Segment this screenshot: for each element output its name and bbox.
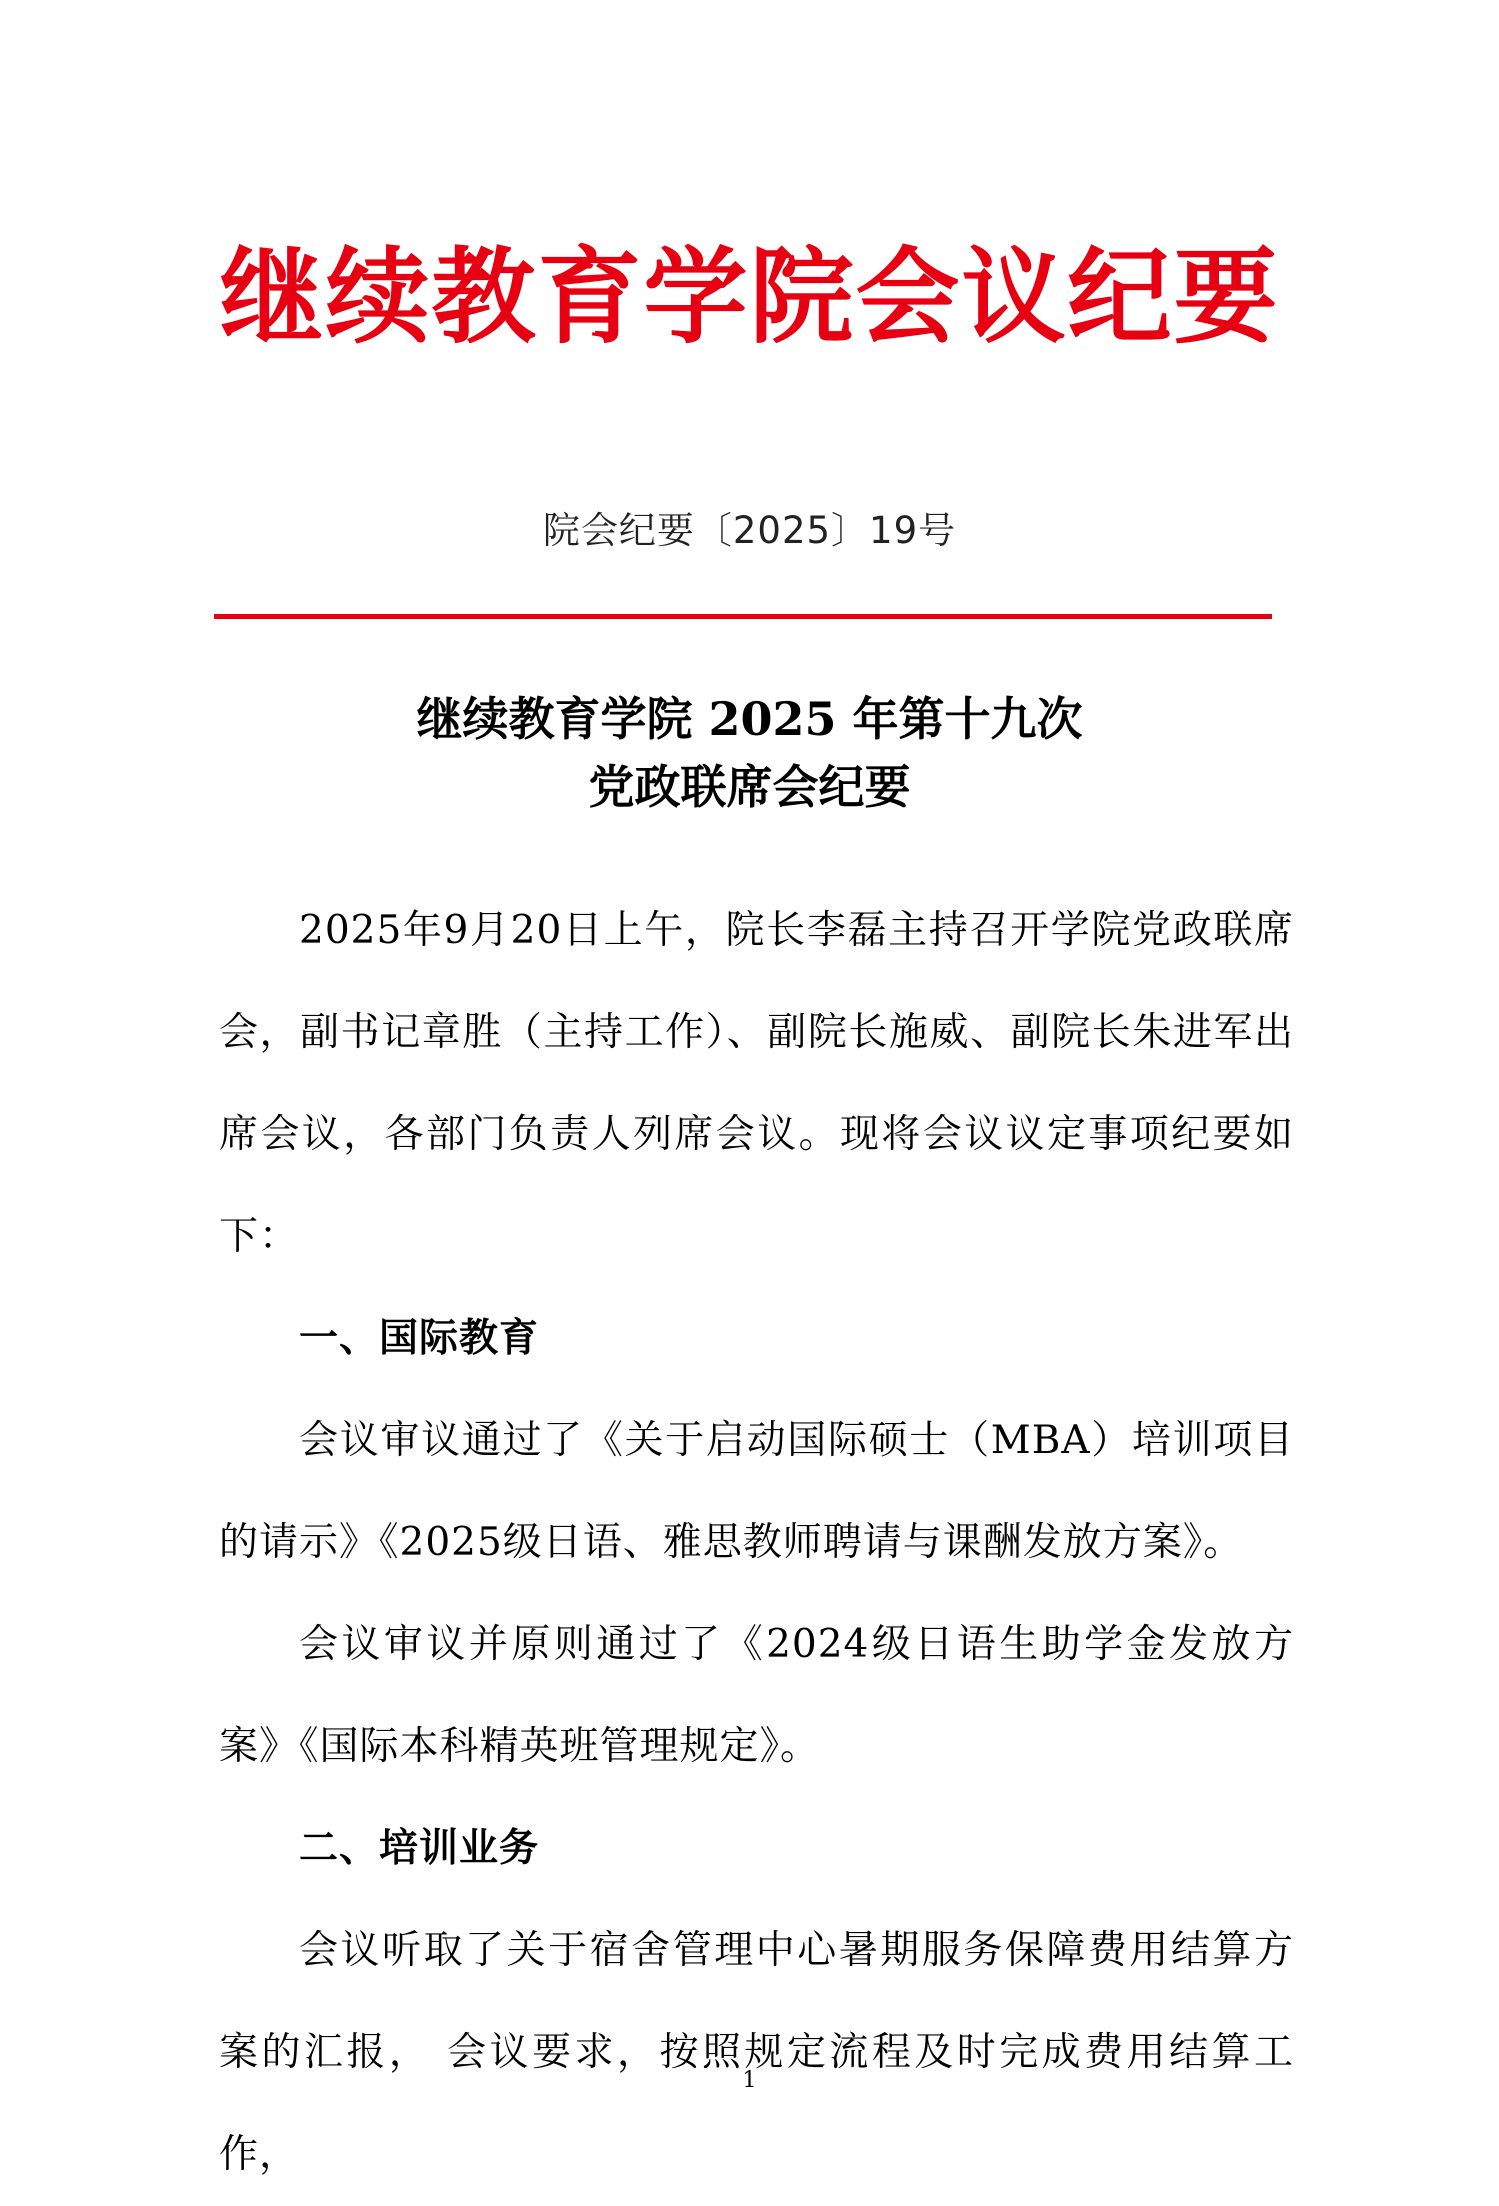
section-2-paragraph-1: 会议听取了关于宿舍管理中心暑期服务保障费用结算方案的汇报， 会议要求，按照规定流程及时完成费用结算工作， xyxy=(219,1928,1294,2177)
section-1-paragraph-2: 会议审议并原则通过了《2024级日语生助学金发放方案》《国际本科精英班管理规定》。 xyxy=(219,1622,1294,1769)
section-heading-international-education: 一、国际教育 xyxy=(299,1316,540,1361)
section-heading-training-business: 二、培训业务 xyxy=(299,1826,540,1871)
document-number: 院会纪要〔2025〕19号 xyxy=(542,509,957,552)
document-title-line-2: 党政联席会纪要 xyxy=(588,760,911,814)
document-body xyxy=(219,880,1294,2206)
red-divider-line xyxy=(214,614,1272,619)
page-number: 1 xyxy=(742,2068,757,2093)
section-1-paragraph-1: 会议审议通过了《关于启动国际硕士（MBA）培训项目的请示》《2025级日语、雅思教师聘请与课酬发放方案》。 xyxy=(219,1418,1294,1565)
masthead-title: 继续教育学院会议纪要 xyxy=(219,236,1280,358)
document-title-line-1: 继续教育学院 2025 年第十九次 xyxy=(416,692,1083,746)
intro-paragraph: 2025年9月20日上午，院长李磊主持召开学院党政联席会，副书记章胜（主持工作）、副院长施威、副院长朱进军出席会议，各部门负责人列席会议。现将会议议定事项纪要如下： xyxy=(219,908,1294,1259)
